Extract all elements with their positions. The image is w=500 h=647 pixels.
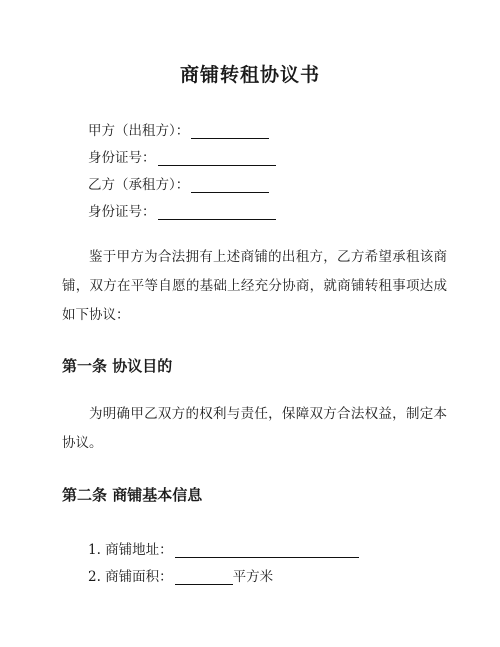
- shop-area-unit: 平方米: [232, 569, 274, 585]
- article-1-body: 为明确甲乙双方的权利与责任，保障双方合法权益，制定本协议。: [62, 406, 447, 451]
- party-b-blank[interactable]: [191, 178, 269, 193]
- party-b-id-field: [88, 200, 276, 220]
- document-title: 商铺转租协议书: [179, 64, 320, 86]
- article-1-heading: 第一条 协议目的: [62, 357, 173, 375]
- shop-area-field: [88, 565, 273, 585]
- shop-address-label: 1. 商铺地址：: [88, 542, 173, 558]
- party-a-field: [88, 119, 269, 139]
- party-a-id-label: 身份证号：: [88, 150, 156, 166]
- shop-address-blank[interactable]: [175, 543, 359, 558]
- shop-area-blank[interactable]: [175, 570, 233, 585]
- party-a-label: 甲方（出租方）：: [88, 123, 190, 139]
- party-b-label: 乙方（承租方）：: [88, 177, 190, 193]
- party-a-blank[interactable]: [191, 124, 269, 139]
- shop-address-field: [88, 538, 359, 558]
- party-a-id-field: [88, 146, 276, 166]
- shop-area-label: 2. 商铺面积：: [88, 569, 173, 585]
- party-a-id-blank[interactable]: [158, 151, 276, 166]
- party-b-id-blank[interactable]: [158, 205, 276, 220]
- party-b-field: [88, 173, 269, 193]
- party-b-id-label: 身份证号：: [88, 204, 156, 220]
- article-2-heading: 第二条 商铺基本信息: [62, 486, 203, 504]
- intro-paragraph: 鉴于甲方为合法拥有上述商铺的出租方，乙方希望承租该商铺，双方在平等自愿的基础上经充分协商，就商铺转租事项达成如下协议：: [62, 249, 447, 323]
